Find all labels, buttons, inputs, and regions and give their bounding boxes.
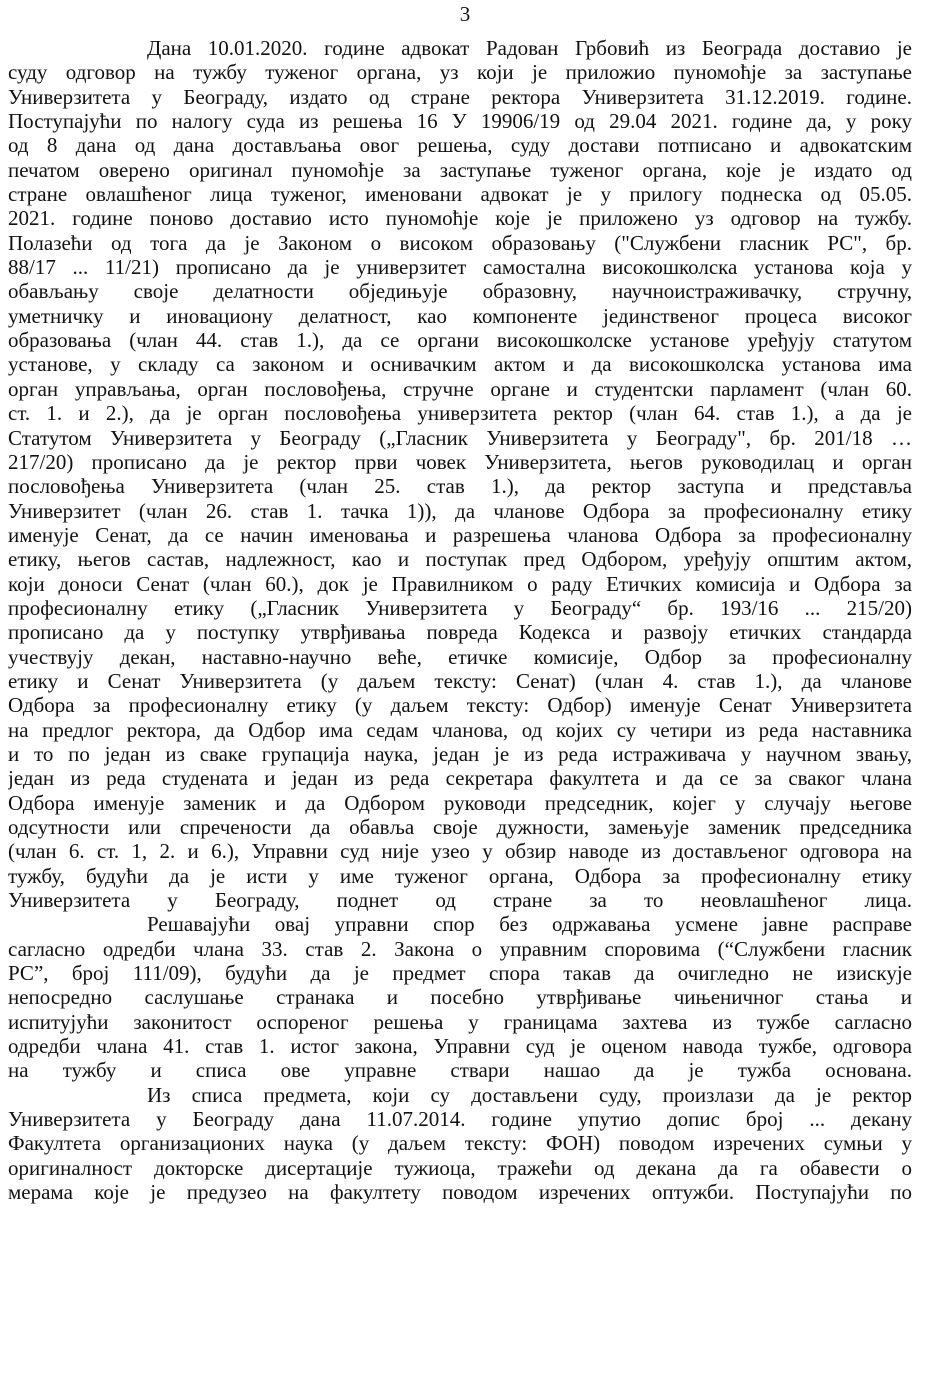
document-body bbox=[8, 36, 912, 1205]
text-line: учествују декан, наставно-научно веће, етичке комисије, Одбор за професионалну bbox=[8, 644, 912, 669]
text-line: Универзитет (члан 26. став 1. тачка 1)), да чланове Одбора за професионалну етику bbox=[8, 498, 912, 523]
text-line: на тужбу и списа ове управне ствари нашао да је тужба основана. bbox=[8, 1058, 912, 1083]
text-line: Факултета организационих наука (у даљем тексту: ФОН) поводом изречених сумњи у bbox=[8, 1131, 912, 1156]
text-line: на предлог ректора, да Одбор има седам чланова, од којих су четири из реда наставника bbox=[8, 717, 912, 742]
text-line: сагласно одредби члана 33. став 2. Закона о управним споровима (“Службени гласник bbox=[8, 936, 912, 961]
text-line: пословођења Универзитета (члан 25. став 1.), да ректор заступа и представља bbox=[8, 474, 912, 499]
text-line: печатом оверено оригинал пуномоћје за заступање туженог органа, које је издато од bbox=[8, 157, 912, 182]
text-line: именује Сенат, да се начин именовања и разрешења чланова Одбора за професионалну bbox=[8, 522, 912, 547]
text-line: мерама које је предузео на факултету поводом изречених оптужби. Поступајући по bbox=[8, 1180, 912, 1205]
text-line: професионалну етику („Гласник Универзитета у Београду“ бр. 193/16 ... 215/20) bbox=[8, 595, 912, 620]
text-line: Статутом Универзитета у Београду („Гласник Универзитета у Београду", бр. 201/18 … bbox=[8, 425, 912, 450]
text-line: тужбу, будући да је исти у име туженог органа, Одбора за професионалну етику bbox=[8, 863, 912, 888]
text-line: орган управљања, орган пословођења, стручне органе и студентски парламент (члан 60. bbox=[8, 376, 912, 401]
text-line: 2021. године поново доставио исто пуномоћје које је приложено уз одговор на тужбу. bbox=[8, 206, 912, 231]
paragraph-attorney-response bbox=[8, 36, 912, 912]
text-line: етику и Сенат Универзитета (у даљем тексту: Сенат) (члан 4. став 1.), да чланове bbox=[8, 668, 912, 693]
text-line: етику, његов састав, надлежност, као и поступак пред Одбором, уређују општим актом, bbox=[8, 547, 912, 572]
text-line: Универзитета у Београду, издато од стране ректора Универзитета 31.12.2019. године. bbox=[8, 84, 912, 109]
text-line: Одбора за професионалну етику (у даљем тексту: Одбор) именује Сенат Универзитета bbox=[8, 693, 912, 718]
text-line: који доноси Сенат (члан 60.), док је Правилником о раду Етичких комисија и Одбора за bbox=[8, 571, 912, 596]
text-line: установе, у складу са законом и оснивачким актом и да високошколска установа има bbox=[8, 352, 912, 377]
paragraph-case-files bbox=[8, 1083, 912, 1205]
text-line: Дана 10.01.2020. године адвокат Радован Грбовић из Београда доставио је bbox=[147, 36, 912, 60]
text-line: прописано да у поступку утврђивања повреда Кодекса и развоју етичких стандарда bbox=[8, 620, 912, 645]
text-line: ст. 1. и 2.), да је орган пословођења универзитета ректор (члан 64. став 1.), а да је bbox=[8, 401, 912, 426]
text-line: одредби члана 41. став 1. истог закона, Управни суд је оценом навода тужбе, одговора bbox=[8, 1034, 912, 1059]
text-line: (члан 6. ст. 1, 2. и 6.), Управни суд није узео у обзир наводе из достављеног одговора на bbox=[8, 839, 912, 864]
text-line: непосредно саслушање странака и посебно утврђивање чињеничног стања и bbox=[8, 985, 912, 1010]
text-line: суду одговор на тужбу туженог органа, уз који је приложио пуномоћје за заступање bbox=[8, 60, 912, 85]
text-line: и то по један из сваке групација наука, један је из реда истраживача у научном звању, bbox=[8, 741, 912, 766]
text-line: Полазећи од тога да је Законом о високом образовању ("Службени гласник РС", бр. bbox=[8, 230, 912, 255]
text-line: 88/17 ... 11/21) прописано да је универзитет самостална високошколска установа која у bbox=[8, 255, 912, 280]
text-line: испитујући законитост оспореног решења у границама захтева из тужбе сагласно bbox=[8, 1009, 912, 1034]
text-line: образовања (члан 44. став 1.), да се органи високошколске установе уређују статутом bbox=[8, 328, 912, 353]
text-line: 217/20) прописано да је ректор први човек Универзитета, његов руководилац и орган bbox=[8, 449, 912, 474]
text-line: РС”, број 111/09), будући да је предмет спора такав да очигледно не изискује bbox=[8, 961, 912, 986]
text-line: стране овлашћеног лица туженог, именовани адвокат је у прилогу поднеска од 05.05. bbox=[8, 182, 912, 207]
paragraph-dispute-resolution bbox=[8, 912, 912, 1082]
text-line: оригиналност докторске дисертације тужиоца, тражећи од декана да га обавести о bbox=[8, 1155, 912, 1180]
text-line: уметничку и иновациону делатност, као компоненте јединственог процеса високог bbox=[8, 303, 912, 328]
text-line: један из реда студената и један из реда секретара факултета и да се за сваког члана bbox=[8, 766, 912, 791]
text-line: Одбора именује заменик и да Одбором руководи председник, којег у случају његове bbox=[8, 790, 912, 815]
text-line: Из списа предмета, који су достављени суду, произлази да је ректор bbox=[147, 1082, 912, 1107]
text-line: одсутности или спречености да обавља своје дужности, замењује заменик председника bbox=[8, 815, 912, 839]
text-line: Решавајући овај управни спор без одржавања усмене јавне расправе bbox=[147, 912, 912, 937]
text-line: од 8 дана од дана достављања овог решења, суду достави потписано и адвокатским bbox=[8, 133, 912, 158]
text-line: обављању своје делатности обједињује образовну, научноистраживачку, стручну, bbox=[8, 279, 912, 304]
text-line: Универзитета у Београду дана 11.07.2014. године упутио допис број ... декану bbox=[8, 1107, 912, 1132]
text-line: Поступајући по налогу суда из решења 16 У 19906/19 од 29.04 2021. године да, у року bbox=[8, 109, 912, 134]
page-number: 3 bbox=[459, 2, 471, 26]
text-line: Универзитета у Београду, поднет од стране за то неовлашћеног лица. bbox=[8, 888, 912, 913]
